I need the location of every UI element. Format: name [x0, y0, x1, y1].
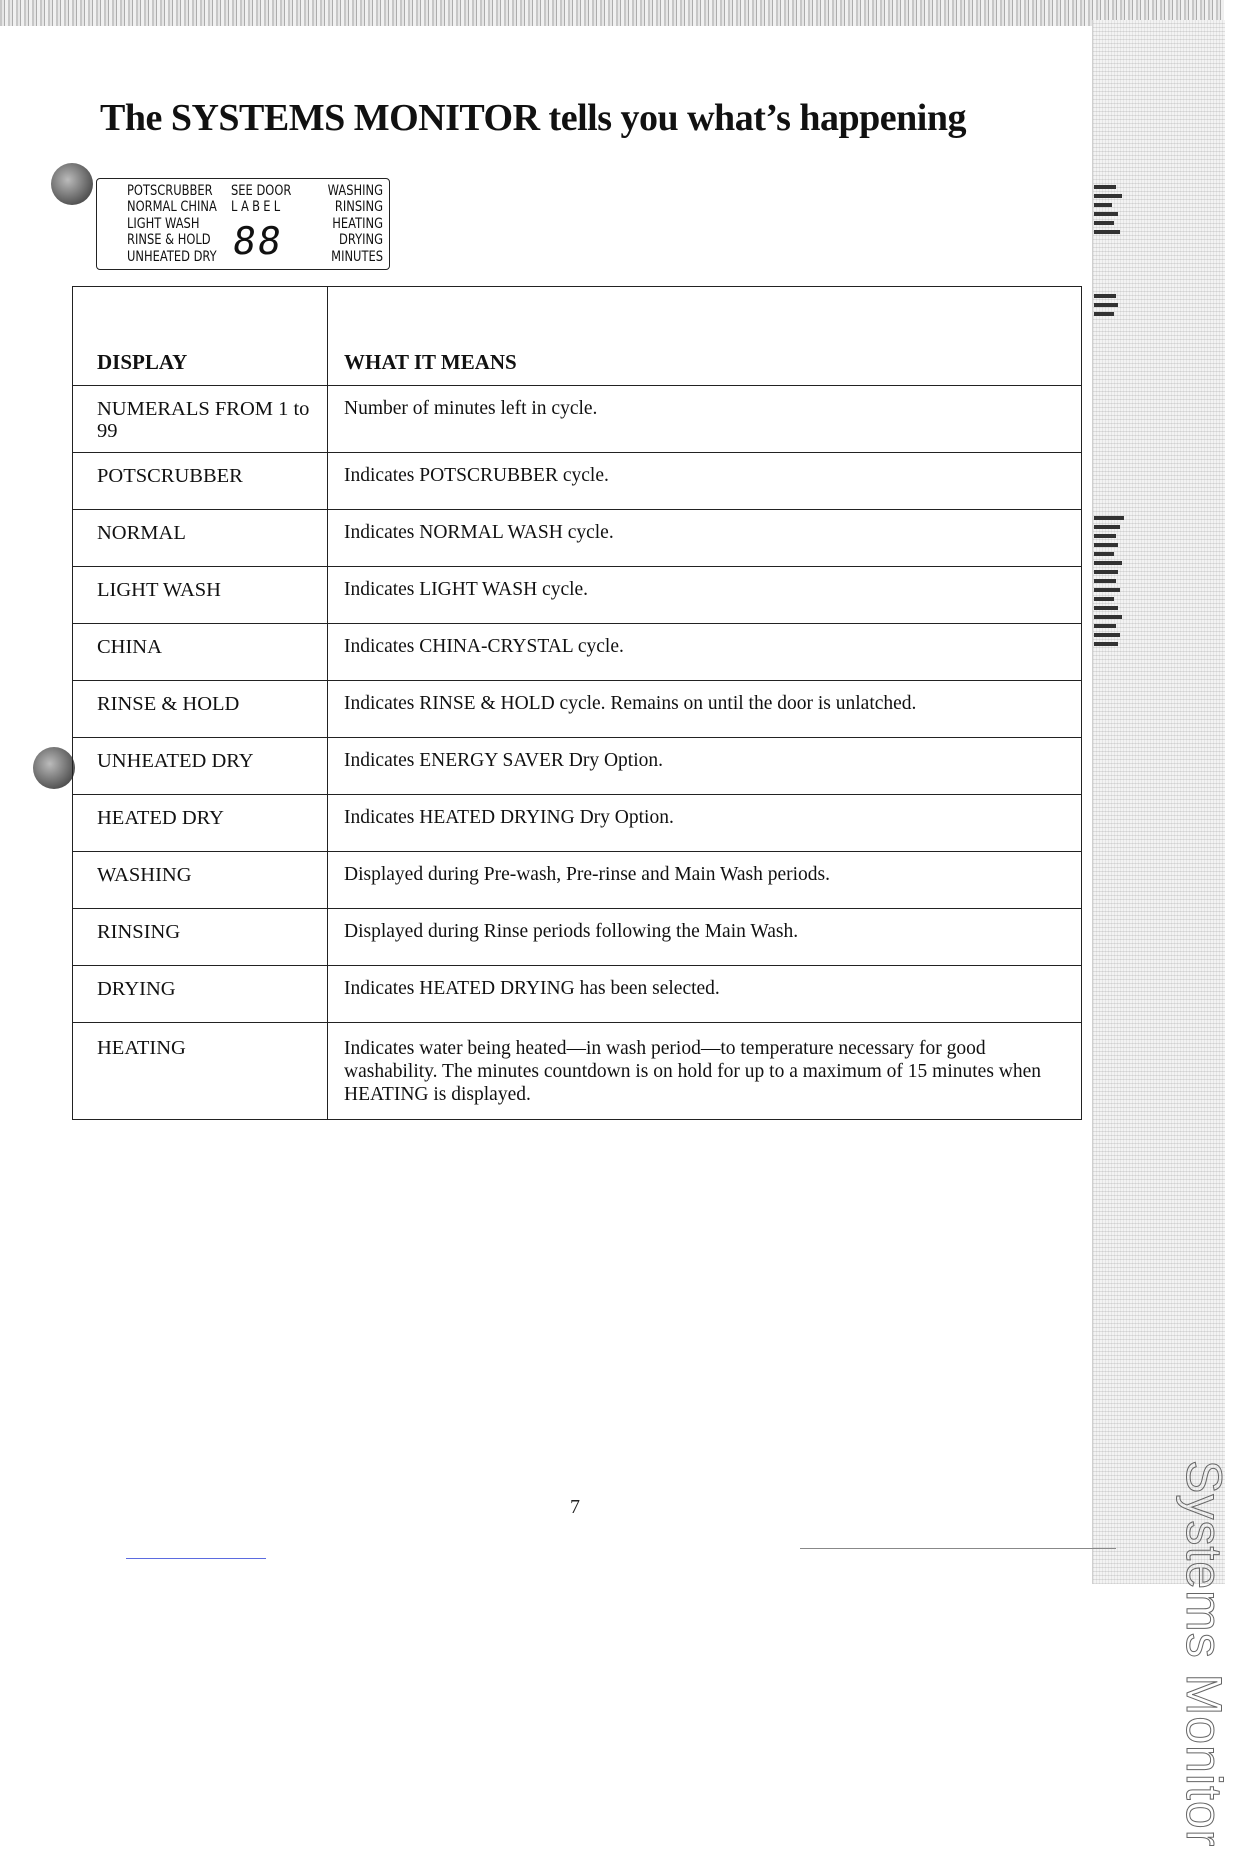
binder-hole-top — [51, 163, 93, 205]
monitor-label: WASHING — [327, 183, 383, 199]
monitor-label: HEATING — [332, 215, 383, 232]
monitor-left-labels — [127, 183, 217, 265]
meaning-cell: Number of minutes left in cycle. — [328, 386, 1082, 453]
table-row — [73, 966, 1082, 1023]
display-meaning-table — [72, 286, 1082, 1120]
meaning-cell: Indicates LIGHT WASH cycle. — [328, 567, 1082, 624]
display-cell: CHINA — [73, 624, 328, 681]
bottom-rule — [800, 1548, 1116, 1549]
meaning-cell: Displayed during Rinse periods following the Main Wash. — [328, 909, 1082, 966]
display-cell: NUMERALS FROM 1 to 99 — [73, 386, 328, 453]
side-tab-marks — [1094, 180, 1204, 651]
display-cell: HEATED DRY — [73, 795, 328, 852]
table-row — [73, 453, 1082, 510]
monitor-label: RINSING — [334, 199, 383, 216]
meaning-cell — [328, 1023, 1082, 1120]
monitor-label: LIGHT WASH — [127, 215, 200, 232]
display-cell: UNHEATED DRY — [73, 738, 328, 795]
footer-rule — [126, 1558, 266, 1559]
monitor-label: UNHEATED DRY — [127, 248, 217, 265]
meaning-cell: Indicates CHINA-CRYSTAL cycle. — [328, 624, 1082, 681]
table-row — [73, 852, 1082, 909]
display-cell: HEATING — [73, 1023, 328, 1120]
table-row — [73, 386, 1082, 453]
display-cell: DRYING — [73, 966, 328, 1023]
page-title: The SYSTEMS MONITOR tells you what’s happening — [100, 97, 966, 139]
monitor-label: NORMAL CHINA — [127, 199, 217, 216]
monitor-label: RINSE & HOLD — [127, 232, 211, 249]
monitor-label: POTSCRUBBER — [127, 183, 213, 199]
display-cell: POTSCRUBBER — [73, 453, 328, 510]
table-row — [73, 795, 1082, 852]
table-row — [73, 681, 1082, 738]
page-number: 7 — [570, 1496, 580, 1518]
monitor-right-labels — [309, 183, 383, 265]
monitor-digits: 88 — [229, 219, 286, 263]
table-row — [73, 567, 1082, 624]
table-row — [73, 1023, 1082, 1120]
header-meaning: WHAT IT MEANS — [328, 287, 1082, 386]
meaning-text: Indicates water being heated—in wash period—to temperature necessary for good washability. The minutes countdown is on hold for up to a maximum of 15 minutes when HEATING is displayed. — [344, 1038, 1042, 1105]
meaning-cell: Indicates POTSCRUBBER cycle. — [328, 453, 1082, 510]
monitor-label: LABEL — [231, 199, 284, 216]
scan-top-edge — [0, 0, 1224, 26]
table-row — [73, 510, 1082, 567]
display-cell: RINSING — [73, 909, 328, 966]
meaning-cell: Indicates RINSE & HOLD cycle. Remains on until the door is unlatched. — [328, 681, 1082, 738]
binder-hole-middle — [33, 747, 75, 789]
display-cell: NORMAL — [73, 510, 328, 567]
monitor-middle-labels — [231, 183, 297, 216]
table-row — [73, 738, 1082, 795]
display-cell: WASHING — [73, 852, 328, 909]
side-tab-title: Systems Monitor — [1176, 1460, 1232, 1848]
meaning-cell: Indicates HEATED DRYING has been selected. — [328, 966, 1082, 1023]
meaning-cell: Indicates NORMAL WASH cycle. — [328, 510, 1082, 567]
meaning-cell: Indicates HEATED DRYING Dry Option. — [328, 795, 1082, 852]
meaning-cell: Displayed during Pre-wash, Pre-rinse and Main Wash periods. — [328, 852, 1082, 909]
monitor-label: SEE DOOR — [231, 183, 292, 199]
systems-monitor-display — [96, 178, 390, 270]
table-row — [73, 624, 1082, 681]
header-display: DISPLAY — [73, 287, 328, 386]
display-cell: LIGHT WASH — [73, 567, 328, 624]
monitor-label: DRYING — [339, 232, 383, 249]
table-row — [73, 909, 1082, 966]
meaning-cell: Indicates ENERGY SAVER Dry Option. — [328, 738, 1082, 795]
table-header — [73, 287, 1082, 386]
monitor-label: MINUTES — [331, 248, 383, 265]
display-cell: RINSE & HOLD — [73, 681, 328, 738]
